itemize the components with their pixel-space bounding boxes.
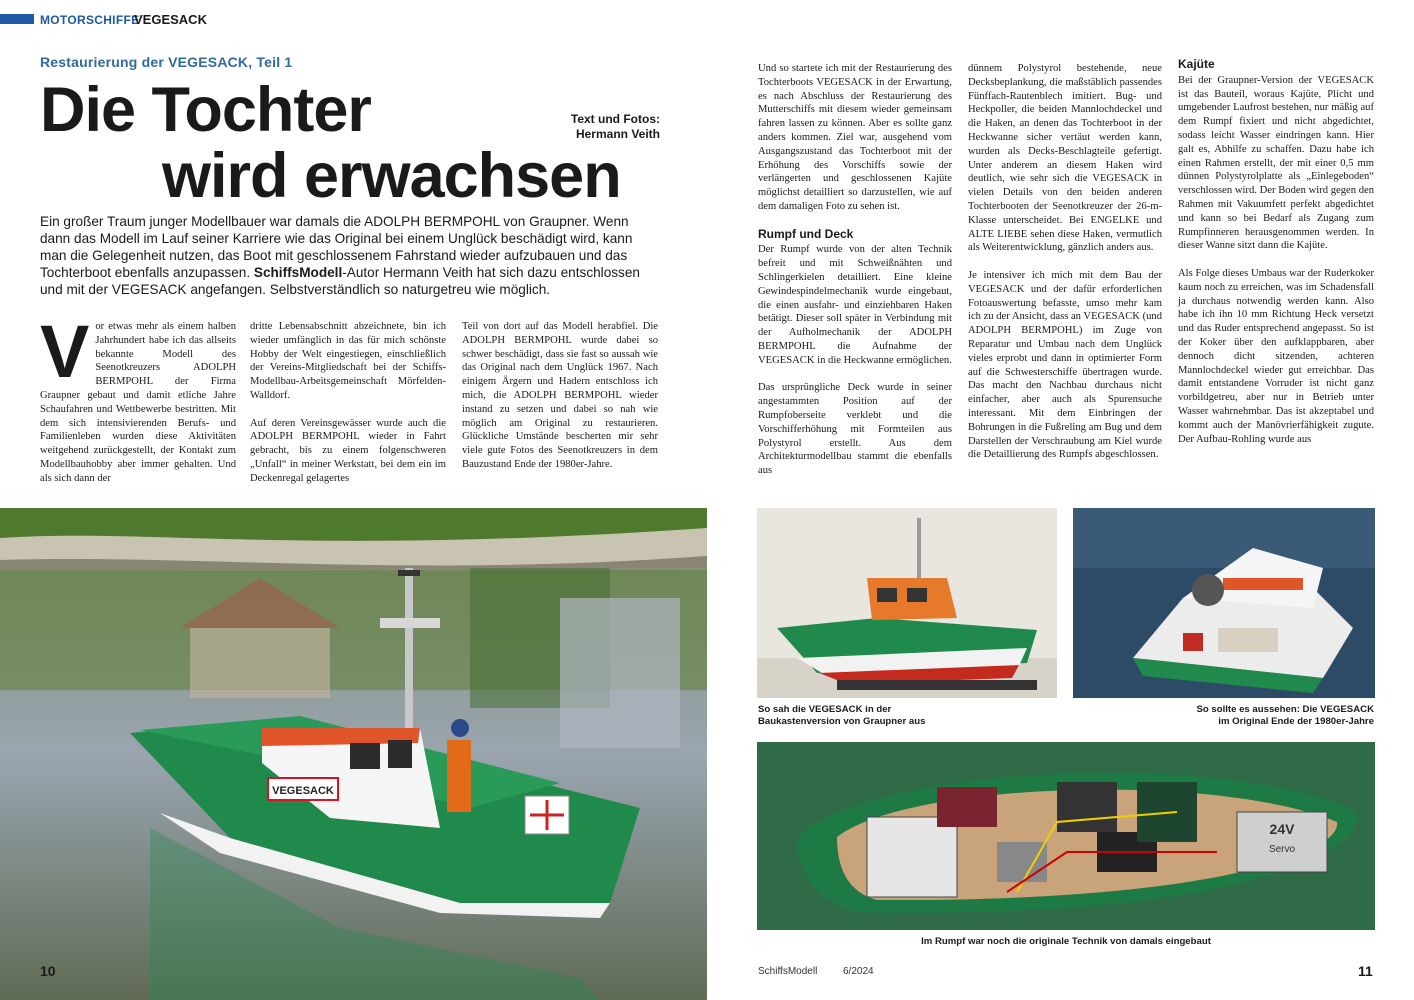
magazine-name: SchiffsModell [758, 966, 818, 977]
lead-paragraph: Ein großer Traum junger Modellbauer war damals die ADOLPH BERMPOHL von Graupner. Wenn dann das Modell im Lauf seiner Karriere wie das Original bei einem Unglück beschädigt wird, kann man die Gelegenheit nutzen, das Boot mit geschlossenem Fahrstand wieder aufzubauen und das Tochterboot ebenfalls anzupassen. SchiffsModell-Autor Hermann Veith hat sich dazu entschlossen und mit der VEGESACK angefangen. Selbstverständlich so naturgetreu wie möglich. [40, 214, 640, 297]
brand-name: SchiffsModell [253, 265, 343, 280]
text-column-6 [1178, 56, 1374, 460]
text-column-1 [40, 310, 236, 499]
byline [520, 112, 660, 142]
paragraph: dünnem Polystyrol bestehende, neue Decksbeplankung, die maßstäblich passendes Fünffach-Rautenblech imitiert. Bug- und Heckpoller, die beiden Mannlochdeckel und die Haken, an denen das Tochterboot in der Heckwanne sicher vertäut werden kann, wurden als Decks-Beschlagteile gefertigt. Unter anderem an diesem Haken wird deutlich, wie sehr sich die VEGESACK in vielen Details von den beiden anderen Tochterbooten der Seenotkreuzer der 26-m-Klasse unterscheidet. Bei ENGELKE und ALTE LIEBE sehen diese Haken, vermutlich als Weiterentwicklung, gänzlich anders aus. [968, 63, 1162, 254]
paragraph: Bei der Graupner-Version der VEGESACK ist das Bauteil, woraus Kajüte, Plicht und umgebender Laufrost bestehen, nur mäßig auf dem Rumpf fixiert und nicht abgedichtet, sodass leicht Wasser eindringen kann. Hier galt es, Abhilfe zu schaffen. Dazu habe ich einen Rahmen erstellt, der mit einer 0,5 mm dünnen Polystyrolplatte als „Einlegeboden“ verschlossen wird. Der Boden wird gegen den Rahmen mit Vakuumfett perfekt abgedichtet und kann so bei Bedarf als Zugang zum Rumpfinneren herausgenommen werden. In dieser Wanne sitzt dann die Kajüte. [1178, 74, 1374, 252]
photo-kit-version [757, 508, 1057, 698]
paragraph: Je intensiver ich mich mit dem Bau der VEGESACK und der dafür erforderlichen Fotoauswertung befasste, umso mehr kam ich zu der Ansicht, dass an VEGESACK (und ADOLPH BERMPOHL) im Zuge von Reparatur und Umbau nach dem Unglück vieles erprobt und dann in optimierter Form auf die Schwesterschiffe übertragen wurde. Das macht den Nachbau durchaus nicht einfacher, aber auch als Spurensuche interessant. Mit dem Einbringen der Bohrungen in die Fußreling am Bug und dem Darstellen der Verschraubung am Kiel wurde die Detaillierung des Rumpfs abgeschlossen. [968, 269, 1162, 461]
caption-kit: So sah die VEGESACK in der Baukastenversion von Graupner aus [758, 704, 926, 727]
photo-hull-interior [757, 742, 1375, 930]
kicker: Restaurierung der VEGESACK, Teil 1 [40, 54, 293, 70]
text-column-2 [250, 320, 446, 499]
paragraph: Das ursprüngliche Deck wurde in seiner angestammten Position auf der Rumpfoberseite verklebt und die Vorschifferhöhung mit Formteilen aus Polystyrol erstellt. Aus dem Architekturmodellbau stammt die ebenfalls aus [758, 382, 952, 477]
servo-label-name: Servo [1268, 844, 1296, 855]
text-column-3 [462, 320, 658, 486]
byline-label: Text und Fotos: [570, 112, 660, 126]
drop-cap: V [40, 310, 90, 393]
paragraph: Teil von dort auf das Modell herabfiel. Die ADOLPH BERMPOHL wurde dabei so schwer beschädigt, dass sie fast so aussah wie das Original nach dem Unglück 1967. Nach einigem Ärgern und Hadern entschloss ich mich, die ADOLPH BERMPOHL wieder instand zu setzen und dabei so nah wie möglich am Original zu restaurieren. Glückliche Umstände bescherten mir sehr viele gute Fotos des Seenotkreuzers in dem Bauzustand Ende der 1980er-Jahre. [462, 321, 658, 470]
subheading-rumpf: Rumpf und Deck [758, 226, 854, 241]
byline-author: Hermann Veith [575, 127, 660, 141]
paragraph: Auf deren Vereinsgewässer wurde auch die ADOLPH BERMPOHL wieder in Fahrt gebracht, bis zu einem folgenschweren „Unfall“ in meiner Werkstatt, bei dem ein im Deckenregal gelagertes [250, 417, 446, 484]
caption-original: So sollte es aussehen: Die VEGESACK im Original Ende der 1980er-Jahre [1196, 704, 1374, 727]
section-label: MOTORSCHIFFE [40, 13, 140, 27]
caption-hull: Im Rumpf war noch die originale Technik von damals eingebaut [921, 936, 1211, 947]
paragraph: dritte Lebensabschnitt abzeichnete, bin ich wieder umfänglich in das für mich schönste Hobby der Welt eingestiegen, einschließlich der Vereins-Mitgliedschaft bei der Schiffs-Modellbau-Arbeitsgemeinschaft Mörfelden-Walldorf. [250, 321, 446, 401]
main-photo-boat [0, 508, 707, 1000]
section-topic: VEGESACK [134, 12, 207, 27]
paragraph: Und so startete ich mit der Restaurierung des Tochterboots VEGESACK in der Erwartung, es nach Abschluss der Restaurierung des Mutterschiffs mit diesem wieder gemeinsam fahren lassen zu können. Aber es sollte ganz anders kommen. Ziel war, ausgehend vom Ausgangszustand das Tochterboot mit der Erhöhung des Vorschiffs sowie der verlängerten und geschlossenen Kajüte möglichst detailliert so darzustellen, wie auf dem damaligen Foto zu sehen ist. [758, 63, 952, 212]
paragraph: Der Rumpf wurde von der alten Technik befreit und mit Schweißnähten und Schlingerkielen detailliert. Eine kleine Gewindespindelmechanik wurde eingebaut, die einen ausfahr- und einziehbaren Haken betätigt. Dieser soll später in Verbindung mit der Aufholmechanik der ADOLPH BERMPOHL die Aufnahme der VEGESACK in die Heckwanne ermöglichen. [758, 244, 952, 366]
headline-line-2: wird erwachsen [162, 141, 621, 211]
page-number-left: 10 [40, 963, 56, 979]
servo-label-voltage: 24V [1269, 821, 1295, 837]
page-number-right: 11 [1358, 963, 1373, 979]
paragraph: or etwas mehr als einem halben Jahrhundert habe ich das allseits bekannte Modell des Seenotkreuzers ADOLPH BERMPOHL der Firma Graupner gebaut und damit etliche Jahre Schaufahren und Wettbewerbe bestritten. Mit dem sich intensivierenden Berufs- und Familienleben wurden diese Aktivitäten weitgehend zurückgestellt, der Kontakt zum Modellbauhobby aber immer gehalten. Und als sich dann der [40, 321, 236, 484]
hull-nameplate: VEGESACK [272, 785, 334, 797]
text-column-4 [758, 62, 952, 492]
text-column-5 [968, 62, 1162, 476]
headline-line-1: Die Tochter [40, 75, 371, 145]
photo-original [1073, 508, 1375, 698]
subheading-kajuete: Kajüte [1178, 57, 1215, 71]
wave-logo-icon [0, 14, 34, 24]
issue-number: 6/2024 [843, 966, 874, 977]
paragraph: Als Folge dieses Umbaus war der Ruderkoker kaum noch zu erreichen, was im Schadensfall ja durchaus notwendig werden kann. Also habe ich ihn 10 mm Richtung Heck versetzt und das Ruder entsprechend angepasst. So ist der Koker über den aufklappbaren, aber dennoch dicht sitzenden, achteren Mannlochdeckel wieder gut erreichbar. Das damit entstandene Vorruder ist nicht ganz vorbildgetreu, aber nur in Betrieb unter Wasser wahrnehmbar. Das ist akzeptabel und kommt auch der Manövrierfähigkeit zugute. Der Aufbau-Rohling wurde aus [1178, 267, 1374, 445]
